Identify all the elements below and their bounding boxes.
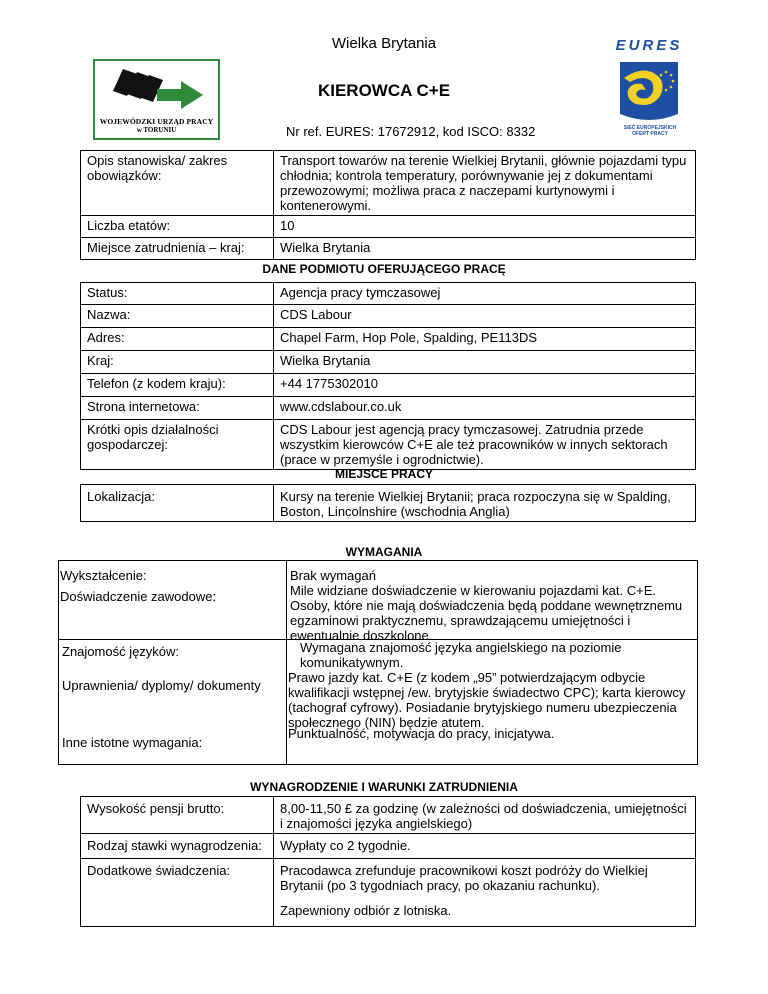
languages-value: Wymagana znajomość języka angielskiego na poziomie komunikatywnym. bbox=[300, 640, 622, 670]
education-value: Brak wymagań bbox=[290, 568, 376, 583]
benefits-text: Pracodawca zrefunduje pracownikowi koszt podróży do Wielkiej Brytanii (po 3 tygodniach pracy, po okazaniu rachunku). bbox=[280, 863, 648, 893]
row-label: Telefon (z kodem kraju): bbox=[81, 374, 274, 397]
row-label: Kraj: bbox=[81, 351, 274, 374]
eures-logo bbox=[614, 37, 684, 139]
eures-wordmark: EURES bbox=[615, 37, 683, 54]
row-value: www.cdslabour.co.uk bbox=[274, 397, 696, 420]
row-value: Wielka Brytania bbox=[274, 238, 696, 260]
row-value: Chapel Farm, Hop Pole, Spalding, PE113DS bbox=[274, 328, 696, 351]
country-heading: Wielka Brytania bbox=[331, 35, 437, 52]
eures-network-line2: OFERT PRACY bbox=[632, 131, 668, 137]
row-value: Transport towarów na terenie Wielkiej Brytanii, głównie pojazdami typu chłodnia; kontrola temperatury, porównywanie jej z dokumentami przewozowymi; możliwa praca z naczepami kurtynowymi i kontenerowymi. bbox=[274, 151, 696, 216]
logo-left-line2: w TORUNIU bbox=[136, 126, 177, 134]
row-label: Nazwa: bbox=[81, 305, 274, 328]
row-value: CDS Labour bbox=[274, 305, 696, 328]
salary-heading: WYNAGRODZENIE I WARUNKI ZATRUDNIENIA bbox=[250, 780, 518, 794]
licenses-value: Prawo jazdy kat. C+E (z kodem „95” potwierdzającym odbycie kwalifikacji wstępnej /ew. brytyjskie świadectwo CPC); karta kierowcy (tachograf cyfrowy). Posiadanie brytyjskiego numeru ubezpieczenia społecznego (NIN) będzie atutem. bbox=[288, 670, 686, 730]
row-value: CDS Labour jest agencją pracy tymczasowej. Zatrudnia przede wszystkim kierowców C+E ale też pracowników w innych sektorach (prace w przemyśle i ogrodnictwie). bbox=[274, 420, 696, 470]
licenses-label: Uprawnienia/ dyplomy/ dokumenty bbox=[62, 678, 261, 693]
table-row bbox=[81, 397, 696, 420]
table-row bbox=[81, 328, 696, 351]
table-row bbox=[81, 485, 696, 522]
table-row bbox=[81, 283, 696, 305]
other-value: Punktualność, motywacja do pracy, inicjatywa. bbox=[288, 726, 555, 741]
row-label: Krótki opis działalności gospodarczej: bbox=[81, 420, 274, 470]
other-label: Inne istotne wymagania: bbox=[62, 735, 203, 750]
languages-label: Znajomość języków: bbox=[62, 644, 180, 659]
table-row bbox=[81, 216, 696, 238]
location-label: Lokalizacja: bbox=[81, 485, 274, 522]
row-label: Rodzaj stawki wynagrodzenia: bbox=[81, 834, 274, 859]
table-row bbox=[81, 151, 696, 216]
eures-network-line1: SIEĆ EUROPEJSKICH bbox=[623, 125, 677, 131]
employer-table bbox=[80, 282, 696, 470]
eures-hand-icon bbox=[614, 54, 684, 124]
table-row bbox=[81, 351, 696, 374]
row-label: Adres: bbox=[81, 328, 274, 351]
experience-value: Mile widziane doświadczenie w kierowaniu pojazdami kat. C+E. Osoby, które nie mają doświadczenia będą poddane wewnętrznemu egzaminowi praktycznemu, sprawdzającemu umiejętności i ewentualnie doszkolone. bbox=[290, 583, 683, 643]
row-label: Miejsce zatrudnienia – kraj: bbox=[81, 238, 274, 260]
location-heading: MIEJSCE PRACY bbox=[334, 467, 434, 481]
row-value: Wypłaty co 2 tygodnie. bbox=[274, 834, 696, 859]
job-title: KIEROWCA C+E bbox=[317, 81, 451, 100]
location-table bbox=[80, 484, 696, 522]
row-value: Agencja pracy tymczasowej bbox=[274, 283, 696, 305]
row-label: Strona internetowa: bbox=[81, 397, 274, 420]
row-label: Status: bbox=[81, 283, 274, 305]
location-value: Kursy na terenie Wielkiej Brytanii; praca rozpoczyna się w Spalding, Boston, Lincolnshire (wschodnia Anglia) bbox=[274, 485, 696, 522]
row-label: Liczba etatów: bbox=[81, 216, 274, 238]
row-label: Wysokość pensji brutto: bbox=[81, 797, 274, 834]
table-row bbox=[81, 374, 696, 397]
table-row bbox=[81, 238, 696, 260]
row-value bbox=[274, 859, 696, 927]
job-details-table bbox=[80, 150, 696, 260]
reference-number: Nr ref. EURES: 17672912, kod ISCO: 8332 bbox=[286, 124, 536, 139]
education-label: Wykształcenie: bbox=[60, 568, 147, 583]
table-row bbox=[81, 859, 696, 927]
employer-heading: DANE PODMIOTU OFERUJĄCEGO PRACĘ bbox=[262, 262, 506, 276]
row-value: +44 1775302010 bbox=[274, 374, 696, 397]
benefits-text-2: Zapewniony odbiór z lotniska. bbox=[280, 903, 452, 918]
table-row bbox=[81, 797, 696, 834]
experience-label: Doświadczenie zawodowe: bbox=[60, 589, 217, 604]
salary-table bbox=[80, 796, 696, 927]
row-value: Wielka Brytania bbox=[274, 351, 696, 374]
table-row bbox=[81, 420, 696, 470]
row-label: Opis stanowiska/ zakres obowiązków: bbox=[81, 151, 274, 216]
row-value: 10 bbox=[274, 216, 696, 238]
logo-left-line1: WOJEWÓDZKI URZĄD PRACY bbox=[99, 117, 214, 126]
row-label: Dodatkowe świadczenia: bbox=[81, 859, 274, 927]
requirements-heading: WYMAGANIA bbox=[345, 545, 423, 559]
table-row bbox=[81, 834, 696, 859]
table-row bbox=[81, 305, 696, 328]
row-value: 8,00-11,50 £ za godzinę (w zależności od doświadczenia, umiejętności i znajomości języka angielskiego) bbox=[274, 797, 696, 834]
